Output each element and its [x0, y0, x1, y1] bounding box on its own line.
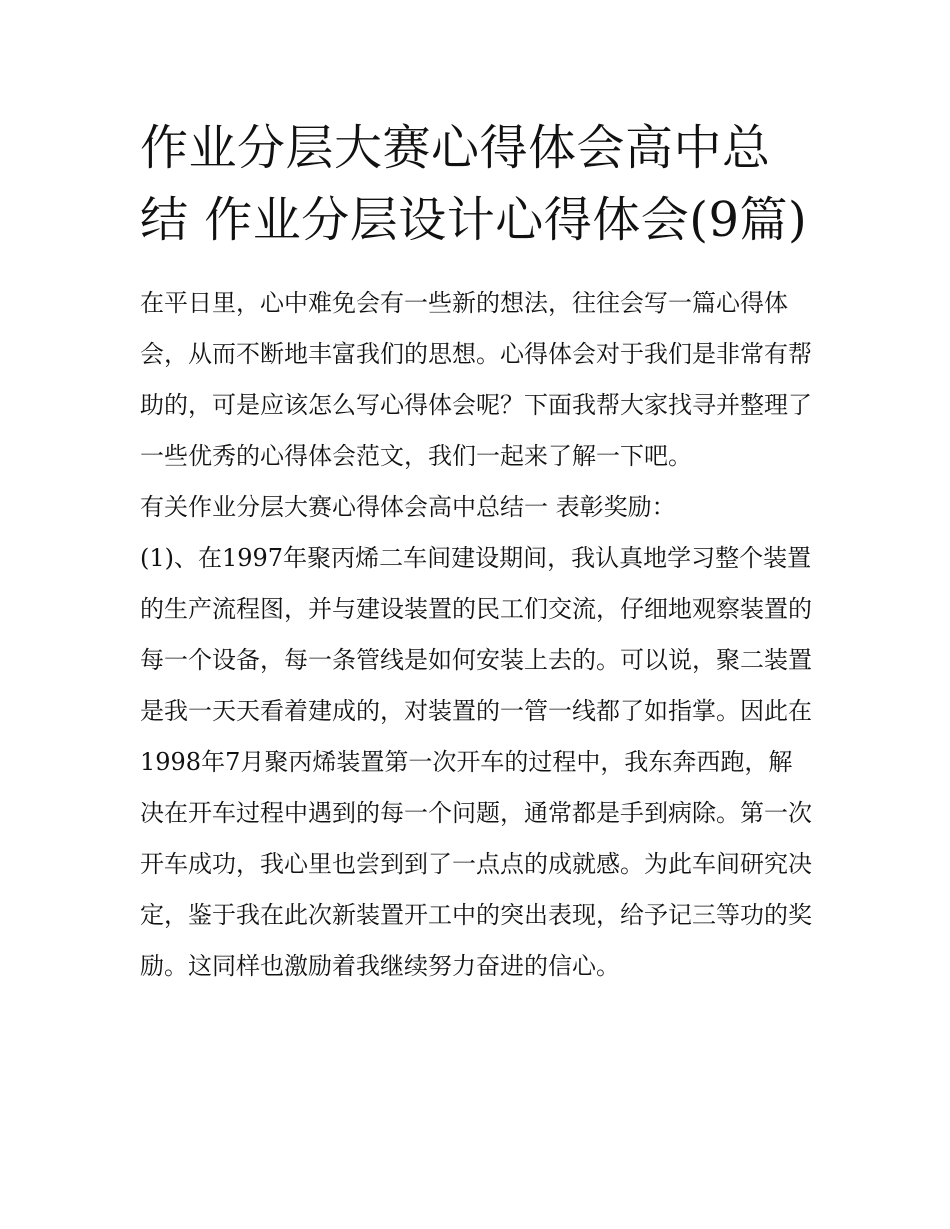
- body-paragraph: (1)、在1997年聚丙烯二车间建设期间，我认真地学习整个装置的生产流程图，并与建设装置的民工们交流，仔细地观察装置的每一个设备，每一条管线是如何安装上去的。可以说，聚二装置是我一天天看着建成的，对装置的一管一线都了如指掌。因此在1998年7月聚丙烯装置第一次开车的过程中，我东奔西跑，解决在开车过程中遇到的每一个问题，通常都是手到病除。第一次开车成功，我心里也尝到到了一点点的成就感。为此车间研究决定，鉴于我在此次新装置开工中的突出表现，给予记三等功的奖励。这同样也激励着我继续努力奋进的信心。: [140, 544, 812, 980]
- document-title: 作业分层大赛心得体会高中总结 作业分层设计心得体会(9篇): [140, 120, 808, 248]
- intro-paragraph: 在平日里，心中难免会有一些新的想法，往往会写一篇心得体会，从而不断地丰富我们的思想。心得体会对于我们是非常有帮助的，可是应该怎么写心得体会呢？下面我帮大家找寻并整理了一些优秀的心得体会范文，我们一起来了解一下吧。: [140, 289, 812, 470]
- section-heading: 有关作业分层大赛心得体会高中总结一 表彰奖励：: [140, 493, 676, 521]
- document-body: [140, 112, 812, 992]
